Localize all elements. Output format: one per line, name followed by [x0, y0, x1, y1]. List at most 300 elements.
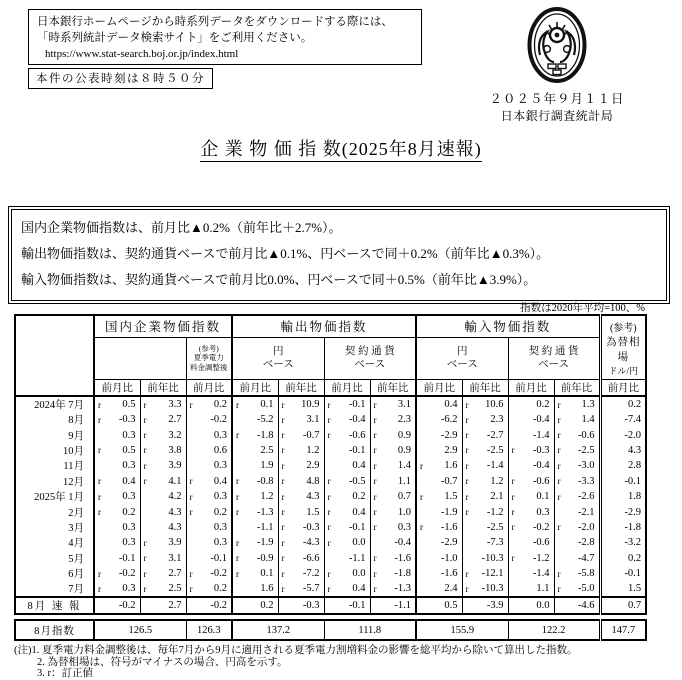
table-cell: r -0.3: [278, 520, 324, 535]
table-cell: r 2.7: [140, 566, 186, 581]
index-value: 147.7: [600, 620, 646, 640]
revision-flag: r: [373, 553, 377, 564]
download-info-line2: 「時系列統計データ検索サイト」をご利用ください。: [37, 32, 313, 44]
table-cell: r -3.3: [554, 474, 600, 489]
table-cell: -1.0: [416, 551, 462, 566]
table-cell: r -2.5: [462, 443, 508, 458]
footnote-3: 3. r：訂正値: [37, 668, 93, 679]
table-cell: r 2.1: [462, 489, 508, 504]
row-label: 7月: [68, 584, 84, 596]
table-cell: 4.3: [600, 443, 646, 458]
subheader-import-yen: 円 ベース: [416, 337, 508, 379]
revision-flag: r: [557, 568, 561, 579]
table-cell: -5.2: [232, 412, 278, 427]
table-cell: -2.8: [554, 535, 600, 550]
row-label: 2024年 7月: [34, 400, 84, 411]
revision-flag: r: [281, 553, 285, 564]
publish-time-text: 本件の公表時刻は８時５０分: [36, 73, 205, 85]
table-cell: r 0.5: [94, 396, 140, 412]
revision-flag: r: [189, 491, 193, 502]
table-cell: 0.5: [416, 597, 462, 614]
revision-flag: r: [236, 507, 240, 518]
table-cell: -2.0: [600, 427, 646, 442]
table-cell: r 0.1: [232, 566, 278, 581]
revision-flag: r: [373, 522, 377, 533]
table-cell: 1.6: [232, 581, 278, 597]
revision-flag: r: [143, 568, 147, 579]
table-cell: r -12.1: [462, 566, 508, 581]
measure-header: 前年比: [278, 379, 324, 396]
table-cell: r -0.1: [324, 520, 370, 535]
revision-flag: r: [327, 414, 331, 425]
table-cell: r 3.1: [370, 396, 416, 412]
table-cell: -1.1: [370, 597, 416, 614]
revision-flag: r: [281, 491, 285, 502]
table-cell: -2.5: [462, 520, 508, 535]
row-label: 8月: [68, 415, 84, 427]
table-cell: 0.0: [508, 597, 554, 614]
revision-flag: r: [143, 445, 147, 456]
table-row: [15, 535, 646, 550]
table-cell: r 1.6: [416, 458, 462, 473]
table-row: [15, 427, 646, 442]
table-cell: r -0.2: [94, 566, 140, 581]
table-cell: r -1.2: [462, 504, 508, 519]
table-cell: -0.4: [508, 412, 554, 427]
revision-flag: r: [465, 430, 469, 441]
table-cell: r -0.1: [324, 396, 370, 412]
revision-flag: r: [420, 460, 424, 471]
table-cell: r -5.7: [278, 581, 324, 597]
table-cell: 0.7: [600, 597, 646, 614]
table-cell: 0.3: [94, 458, 140, 473]
table-cell: -1.6: [416, 566, 462, 581]
table-cell: -0.1: [94, 551, 140, 566]
table-cell: -4.7: [554, 551, 600, 566]
measure-header: 前年比: [370, 379, 416, 396]
index-value: 137.2: [232, 620, 324, 640]
revision-flag: r: [511, 445, 515, 456]
footnotes: [14, 645, 578, 680]
footnote-2: 2. 為替相場は、符号がマイナスの場合、円高を示す。: [37, 656, 288, 668]
measure-header: 前月比: [324, 379, 370, 396]
row-label: 9月: [68, 430, 84, 442]
revision-flag: r: [98, 399, 101, 410]
revision-flag: r: [327, 476, 331, 487]
table-cell: -0.1: [324, 597, 370, 614]
revision-flag: r: [465, 476, 469, 487]
table-cell: r 1.5: [416, 489, 462, 504]
table-cell: r 0.2: [186, 504, 232, 519]
revision-flag: r: [281, 507, 285, 518]
table-cell: -1.4: [508, 566, 554, 581]
table-cell: r 1.1: [370, 474, 416, 489]
table-cell: r 0.3: [186, 489, 232, 504]
row-label: 5月: [68, 553, 84, 565]
revision-flag: r: [143, 399, 147, 410]
subheader-export-yen: 円 ベース: [232, 337, 324, 379]
table-cell: r 3.1: [140, 551, 186, 566]
revision-flag: r: [143, 476, 147, 487]
table-row: [15, 520, 646, 535]
table-cell: -6.2: [416, 412, 462, 427]
table-cell: r 3.1: [278, 412, 324, 427]
revision-flag: r: [98, 507, 101, 518]
row-label: 6月: [68, 569, 84, 581]
revision-flag: r: [373, 445, 377, 456]
revision-flag: r: [373, 399, 377, 410]
table-row: [15, 443, 646, 458]
measure-header-row: [15, 379, 646, 396]
measure-header: 前月比: [232, 379, 278, 396]
table-cell: 0.3: [94, 520, 140, 535]
table-cell: r 0.4: [94, 474, 140, 489]
revision-flag: r: [557, 522, 561, 533]
revision-flag: r: [281, 476, 285, 487]
revision-flag: r: [236, 568, 240, 579]
group-header-row: [15, 315, 646, 337]
table-cell: r 1.2: [232, 489, 278, 504]
subheader-import-contract: 契 約 通 貨 ベース: [508, 337, 600, 379]
revision-flag: r: [373, 460, 377, 471]
table-cell: r -2.7: [462, 427, 508, 442]
date-column-header: [15, 315, 94, 396]
revision-flag: r: [373, 507, 377, 518]
table-cell: 2.4: [416, 581, 462, 597]
index-value: 126.3: [186, 620, 232, 640]
index-value: 111.8: [324, 620, 416, 640]
revision-flag: r: [281, 460, 285, 471]
table-cell: r -1.6: [370, 551, 416, 566]
page-title: 企 業 物 価 指 数(2025年8月速報): [0, 135, 682, 161]
table-cell: r 4.1: [140, 474, 186, 489]
measure-header: 前年比: [462, 379, 508, 396]
revision-flag: r: [98, 583, 101, 594]
table-row: [15, 474, 646, 489]
table-cell: r 0.3: [370, 520, 416, 535]
table-cell: r 4.3: [278, 489, 324, 504]
table-row: [15, 489, 646, 504]
footnote-1: (注)1. 夏季電力料金調整後は、毎年7月から9月に適用される夏季電力割増料金の影響を総平均から除いて算出した指数。: [14, 645, 578, 656]
group-header-import: 輸入物価指数: [416, 315, 600, 337]
revision-flag: r: [557, 583, 561, 594]
unit-note: 指数は2020年平均=100、%: [520, 303, 645, 314]
table-cell: r -10.3: [462, 581, 508, 597]
index-value: 155.9: [416, 620, 508, 640]
table-cell: r 1.5: [278, 504, 324, 519]
revision-flag: r: [281, 583, 285, 594]
row-label: 4月: [68, 538, 84, 550]
table-cell: r -1.4: [462, 458, 508, 473]
table-cell: r 2.3: [370, 412, 416, 427]
table-cell: r 3.9: [140, 535, 186, 550]
revision-flag: r: [189, 399, 193, 410]
table-row: [15, 458, 646, 473]
table-cell: -0.6: [508, 535, 554, 550]
table-cell: r -0.2: [186, 566, 232, 581]
table-cell: r 3.9: [140, 458, 186, 473]
table-cell: r -0.5: [324, 474, 370, 489]
revision-flag: r: [373, 583, 377, 594]
table-cell: -0.7: [416, 474, 462, 489]
table-cell: r -1.3: [232, 504, 278, 519]
revision-flag: r: [557, 399, 561, 410]
table-area: [14, 314, 645, 641]
revision-flag: r: [143, 414, 147, 425]
table-cell: r 1.2: [278, 443, 324, 458]
table-cell: -0.2: [94, 597, 140, 614]
table-cell: r -5.0: [554, 581, 600, 597]
download-info-box: [28, 9, 422, 65]
revision-flag: r: [236, 399, 240, 410]
table-row: [15, 597, 646, 614]
revision-flag: r: [281, 537, 285, 548]
table-cell: r 0.2: [94, 504, 140, 519]
revision-flag: r: [281, 568, 285, 579]
group-header-domestic: 国内企業物価指数: [94, 315, 232, 337]
table-cell: 2.8: [600, 458, 646, 473]
measure-header: 前年比: [140, 379, 186, 396]
table-cell: r -0.6: [508, 474, 554, 489]
table-cell: 0.2: [600, 551, 646, 566]
table-cell: -0.2: [186, 412, 232, 427]
table-cell: r -0.6: [324, 427, 370, 442]
table-cell: 2.5: [232, 443, 278, 458]
revision-flag: r: [143, 553, 147, 564]
revision-flag: r: [281, 522, 285, 533]
revision-flag: r: [511, 553, 515, 564]
revision-flag: r: [98, 491, 101, 502]
table-cell: -4.6: [554, 597, 600, 614]
table-cell: r 0.2: [186, 581, 232, 597]
table-cell: r -1.8: [370, 566, 416, 581]
table-cell: r 1.0: [370, 504, 416, 519]
sub-header-row: [15, 337, 646, 379]
table-cell: -2.9: [416, 427, 462, 442]
revision-flag: r: [511, 507, 515, 518]
table-row: [15, 551, 646, 566]
table-cell: -3.9: [462, 597, 508, 614]
table-cell: -2.9: [600, 504, 646, 519]
table-cell: -0.1: [600, 566, 646, 581]
index-row: [15, 620, 646, 640]
table-cell: r 4.8: [278, 474, 324, 489]
table-cell: r -0.2: [508, 520, 554, 535]
table-cell: r 0.0: [324, 566, 370, 581]
stat-search-url[interactable]: https://www.stat-search.boj.or.jp/index.html: [45, 48, 239, 60]
table-cell: -7.3: [462, 535, 508, 550]
table-row: [15, 504, 646, 519]
table-cell: r 2.3: [462, 412, 508, 427]
table-cell: 0.2: [600, 396, 646, 412]
table-cell: r -0.9: [232, 551, 278, 566]
table-cell: r -1.6: [416, 520, 462, 535]
revision-flag: r: [420, 522, 424, 533]
table-cell: r 0.9: [370, 443, 416, 458]
table-cell: r 1.3: [554, 396, 600, 412]
summary-domestic: 国内企業物価指数は、前月比▲0.2%（前年比＋2.7%）。: [21, 220, 342, 235]
table-cell: 0.2: [508, 396, 554, 412]
table-row: [15, 412, 646, 427]
table-cell: r -3.0: [554, 458, 600, 473]
table-cell: 0.3: [186, 535, 232, 550]
revision-flag: r: [373, 476, 377, 487]
table-cell: -3.2: [600, 535, 646, 550]
table-cell: r 0.7: [370, 489, 416, 504]
row-label: 2月: [68, 507, 84, 519]
revision-flag: r: [465, 399, 469, 410]
index-value: 122.2: [508, 620, 600, 640]
revision-flag: r: [327, 568, 331, 579]
table-cell: 0.2: [232, 597, 278, 614]
table-cell: -1.1: [324, 551, 370, 566]
table-cell: r 1.4: [370, 458, 416, 473]
table-cell: 1.1: [508, 581, 554, 597]
revision-flag: r: [465, 507, 469, 518]
revision-flag: r: [465, 491, 469, 502]
table-cell: r 2.7: [140, 412, 186, 427]
table-cell: r 0.5: [94, 443, 140, 458]
revision-flag: r: [236, 476, 240, 487]
table-cell: -0.2: [186, 597, 232, 614]
revision-flag: r: [143, 583, 147, 594]
revision-flag: r: [373, 414, 377, 425]
revision-flag: r: [465, 583, 469, 594]
boj-seal-logo: [526, 5, 588, 85]
table-cell: -1.4: [508, 427, 554, 442]
table-cell: r -2.5: [554, 443, 600, 458]
table-cell: -10.3: [462, 551, 508, 566]
revision-flag: r: [557, 491, 561, 502]
table-cell: r 0.3: [94, 581, 140, 597]
revision-flag: r: [143, 537, 147, 548]
revision-flag: r: [511, 522, 515, 533]
table-cell: 4.3: [140, 520, 186, 535]
table-cell: r 3.3: [140, 396, 186, 412]
table-cell: -1.8: [600, 520, 646, 535]
measure-header: 前月比: [416, 379, 462, 396]
download-info-line1: 日本銀行ホームページから時系列データをダウンロードする際には、: [37, 16, 393, 28]
revision-flag: r: [511, 476, 515, 487]
table-cell: r 3.8: [140, 443, 186, 458]
table-cell: r -0.7: [278, 427, 324, 442]
table-row: [15, 566, 646, 581]
measure-header: 前月比: [94, 379, 140, 396]
table-cell: r -0.3: [94, 412, 140, 427]
table-cell: r -1.3: [370, 581, 416, 597]
table-cell: r -5.8: [554, 566, 600, 581]
table-row: [15, 581, 646, 597]
index-value: 126.5: [94, 620, 186, 640]
table-cell: r -2.0: [554, 520, 600, 535]
revision-flag: r: [327, 491, 331, 502]
revision-flag: r: [143, 460, 147, 471]
subheader-export-contract: 契 約 通 貨 ベース: [324, 337, 416, 379]
revision-flag: r: [236, 430, 240, 441]
revision-flag: r: [236, 491, 240, 502]
revision-flag: r: [465, 568, 469, 579]
revision-flag: r: [373, 491, 377, 502]
table-cell: -0.1: [324, 443, 370, 458]
table-cell: r -0.4: [324, 412, 370, 427]
table-cell: r 0.4: [324, 504, 370, 519]
table-cell: 1.8: [600, 489, 646, 504]
revision-flag: r: [327, 507, 331, 518]
measure-header: 前月比: [186, 379, 232, 396]
revision-flag: r: [511, 491, 515, 502]
table-row: [15, 396, 646, 412]
revision-flag: r: [281, 399, 285, 410]
group-header-export: 輸出物価指数: [232, 315, 416, 337]
subheader-blank: [94, 337, 186, 379]
revision-flag: r: [98, 445, 101, 456]
table-cell: r -6.6: [278, 551, 324, 566]
revision-flag: r: [281, 445, 285, 456]
table-cell: 0.4: [416, 396, 462, 412]
price-index-table: [14, 314, 647, 615]
table-cell: 2.9: [416, 443, 462, 458]
table-cell: r 0.3: [94, 489, 140, 504]
table-cell: r 0.1: [508, 489, 554, 504]
table-cell: r -0.3: [508, 443, 554, 458]
row-label: 10月: [63, 445, 84, 457]
summary-import: 輸入物価指数は、契約通貨ベースで前月比0.0%、円ベースで同＋0.5%（前年比▲3.9%）。: [21, 272, 537, 287]
table-cell: -7.4: [600, 412, 646, 427]
table-cell: -2.9: [416, 535, 462, 550]
table-cell: 4.3: [140, 504, 186, 519]
summary-export: 輸出物価指数は、契約通貨ベースで前月比▲0.1%、円ベースで同＋0.2%（前年比▲0.3%）。: [21, 246, 550, 261]
revision-flag: r: [189, 568, 193, 579]
revision-flag: r: [236, 537, 240, 548]
table-cell: r 2.9: [278, 458, 324, 473]
revision-flag: r: [189, 583, 193, 594]
table-cell: r 3.2: [140, 427, 186, 442]
revision-flag: r: [327, 583, 331, 594]
table-cell: -0.1: [600, 474, 646, 489]
row-label: 11月: [63, 461, 84, 473]
table-cell: r -0.8: [232, 474, 278, 489]
revision-flag: r: [557, 476, 561, 487]
table-cell: r -1.8: [232, 427, 278, 442]
measure-header: 前年比: [554, 379, 600, 396]
table-cell: r 0.9: [370, 427, 416, 442]
revision-flag: r: [327, 430, 331, 441]
publish-time-box: [28, 68, 213, 89]
table-cell: 0.3: [186, 427, 232, 442]
revision-flag: r: [465, 414, 469, 425]
table-cell: r 0.4: [324, 581, 370, 597]
revision-flag: r: [98, 414, 101, 425]
revision-flag: r: [420, 491, 424, 502]
revision-flag: r: [327, 537, 331, 548]
table-cell: -0.4: [508, 458, 554, 473]
table-cell: r 0.2: [186, 396, 232, 412]
table-cell: r 1.4: [554, 412, 600, 427]
release-date: ２０２５年９月１１日: [489, 92, 625, 106]
index-row-label: 8月指数: [34, 625, 75, 637]
row-label: 2025年 1月: [34, 492, 84, 504]
revision-flag: r: [327, 399, 331, 410]
table-cell: r 0.1: [232, 396, 278, 412]
table-cell: 1.9: [232, 458, 278, 473]
table-cell: r -4.3: [278, 535, 324, 550]
row-label: 3月: [68, 522, 84, 534]
revision-flag: r: [98, 476, 101, 487]
table-cell: r 0.3: [508, 504, 554, 519]
table-cell: r 0.4: [186, 474, 232, 489]
table-cell: 0.3: [94, 427, 140, 442]
group-header-fx: (参考) 為替相場 ドル/円: [600, 315, 646, 379]
